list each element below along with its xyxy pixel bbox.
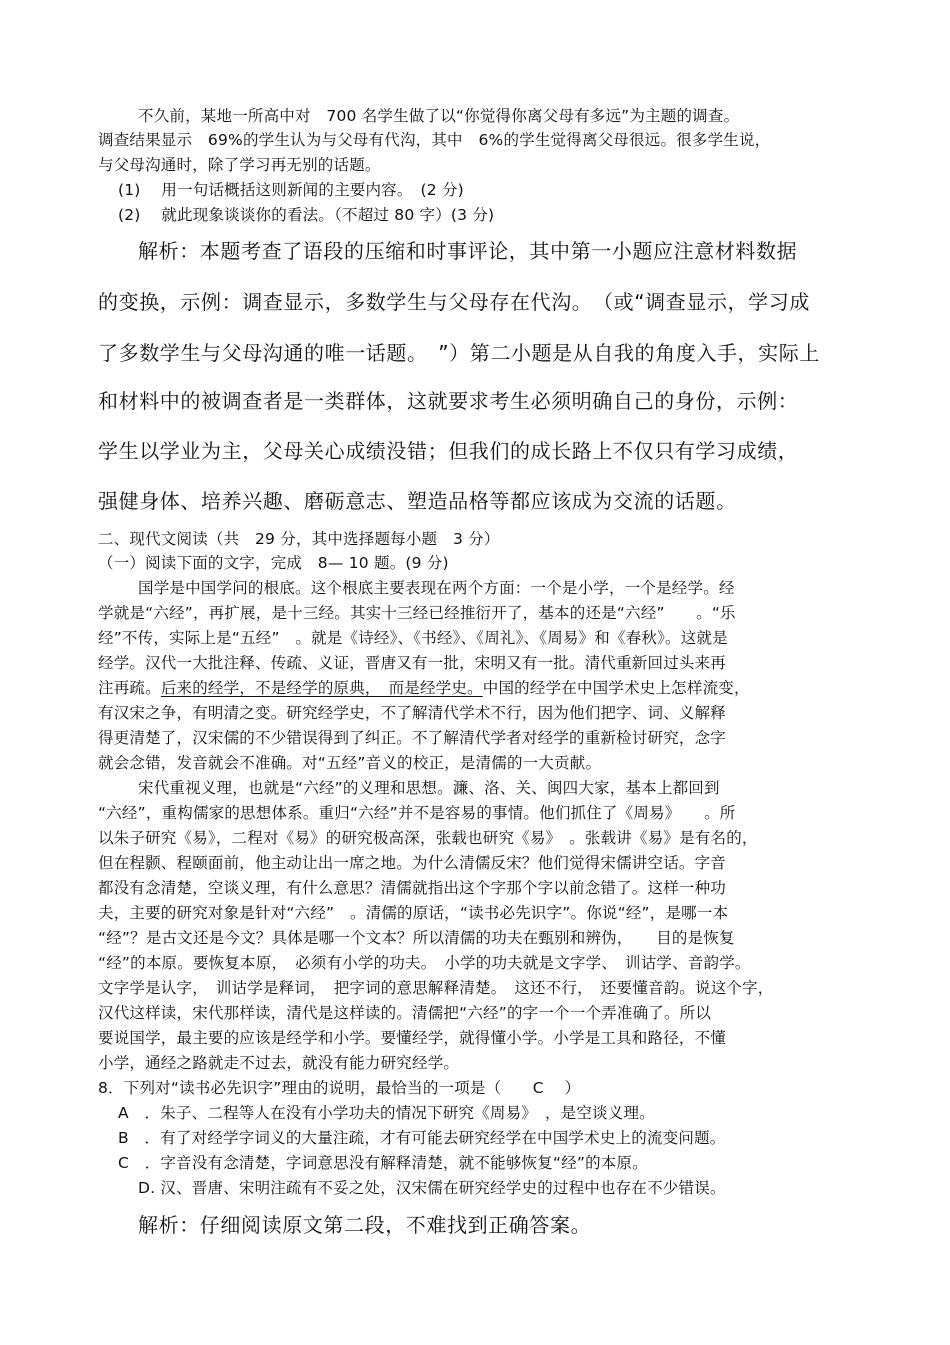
passage-p1-line-5-start: 注再疏。 (98, 679, 161, 697)
section2-subheading: （一）阅读下面的文字，完成 8— 10 题。(9 分) (98, 554, 449, 572)
passage-p1-line-7: 得更清楚了，汉宋儒的不少错误得到了纠正。不了解清代学者对经学的重新检讨研究，念字 (98, 729, 727, 747)
passage-p2-line-1: 宋代重视义理，也就是“六经”的义理和思想。濂、洛、关、闽四大家，基本上都回到 (138, 779, 720, 797)
analysis1-line-2: 的变换，示例：调查显示，多数学生与父母存在代沟。 （或“调查显示，学习成 (98, 290, 810, 314)
analysis1-line-5: 学生以学业为主，父母关心成绩没错；但我们的成长路上不仅只有学习成绩， (98, 439, 799, 463)
passage-p1-line-2: 学就是“六经”，再扩展，是十三经。其实十三经已经推衍开了，基本的还是“六经” 。“乐 (98, 604, 736, 622)
question8-option-c: C ．字音没有念清楚，字词意思没有解释清楚，就不能够恢复“经”的本原。 (118, 1154, 648, 1172)
intro-subquestion-2: (2) 就此现象谈谈你的看法。（不超过 80 字）(3 分) (118, 206, 495, 224)
intro-subquestion-1: (1) 用一句话概括这则新闻的主要内容。 (2 分) (118, 181, 464, 199)
question8-option-d: D. 汉、晋唐、宋明注疏有不妥之处，汉宋儒在研究经学史的过程中也存在不少错误。 (138, 1179, 726, 1197)
question8-option-a: A ．朱子、二程等人在没有小学功夫的情况下研究《周易》 ，是空谈义理。 (118, 1104, 655, 1122)
passage-p1-line-6: 有汉宋之争，有明清之变。研究经学史，不了解清代学术不行，因为他们把字、词、义解释 (98, 704, 727, 722)
passage-p1-line-1: 国学是中国学问的根底。这个根底主要表现在两个方面：一个是小学，一个是经学。经 (138, 579, 735, 597)
passage-p1-line-5 (98, 676, 750, 700)
analysis1-line-3: 了多数学生与父母沟通的唯一话题。 ”）第二小题是从自我的角度入手，实际上 (98, 341, 820, 365)
passage-p2-line-4: 但在程颢、程颐面前，他主动让出一席之地。为什么清儒反宋？他们觉得宋儒讲空话。字音 (98, 854, 727, 872)
passage-p1-line-4: 经学。汉代一大批注释、传疏、义证，晋唐又有一批，宋明又有一批。清代重新回过头来再 (98, 654, 727, 672)
question8-option-b: B ．有了对经学字词义的大量注疏，才有可能去研究经学在中国学术史上的流变问题。 (118, 1129, 726, 1147)
passage-p2-line-3: 以朱子研究《易》，二程对《易》的研究极高深，张载也研究《易》 。张载讲《易》是有名的， (98, 829, 758, 847)
passage-p2-line-7: “经”？是古文还是今文？具体是哪一个文本？所以清儒的功夫在甄别和辨伪， 目的是恢复 (98, 929, 735, 947)
analysis1-line-1: 解析：本题考查了语段的压缩和时事评论，其中第一小题应注意材料数据 (138, 239, 798, 263)
passage-p2-line-9: 文字学是认字， 训诂学是释词， 把字词的意思解释清楚。 这还不行， 还要懂音韵。说这个字， (98, 979, 774, 997)
passage-p2-line-2: “六经”，重构儒家的思想体系。重归“六经”并不是容易的事情。他们抓住了《周易》 。所 (98, 804, 736, 822)
underlined-sentence: 后来的经学，不是经学的原典， 而是经学史。 (160, 679, 483, 697)
question8-stem: 8．下列对“读书必先识字”理由的说明，最恰当的一项是（ C ） (98, 1079, 581, 1097)
passage-p1-line-3: 经”不传，实际上是“五经” 。就是《诗经》、《书经》、《周礼》、《周易》和《春秋》。这就是 (98, 629, 728, 647)
question8-analysis: 解析：仔细阅读原文第二段，不难找到正确答案。 (138, 1213, 592, 1237)
analysis1-line-4: 和材料中的被调查者是一类群体，这就要求考生必须明确自己的身份，示例： (98, 389, 799, 413)
intro-line-2: 调查结果显示 69%的学生认为与父母有代沟，其中 6%的学生觉得离父母很远。很多学生说， (98, 131, 771, 149)
intro-line-3: 与父母沟通时，除了学习再无别的话题。 (98, 156, 381, 174)
passage-p2-line-5: 都没有念清楚，空谈义理，有什么意思？清儒就指出这个字那个字以前念错了。这样一种功 (98, 879, 727, 897)
passage-p1-line-8: 就会念错，发音就会不准确。对“五经”音义的校正，是清儒的一大贡献。 (98, 754, 602, 772)
passage-p2-line-10: 汉代这样读，宋代那样读，清代是这样读的。清儒把“六经”的字一个一个弄准确了。所以 (98, 1004, 712, 1022)
passage-p2-line-12: 小学，通经之路就走不过去，就没有能力研究经学。 (98, 1054, 460, 1072)
passage-p2-line-11: 要说国学，最主要的应该是经学和小学。要懂经学，就得懂小学。小学是工具和路径，不懂 (98, 1029, 727, 1047)
passage-p2-line-6: 夫，主要的研究对象是针对“六经” 。清儒的原话，“读书必先识字”。你说“经”，是哪一本 (98, 904, 729, 922)
analysis1-line-6: 强健身体、培养兴趣、磨砺意志、塑造品格等都应该成为交流的话题。 (98, 489, 737, 513)
section2-heading: 二、现代文阅读（共 29 分，其中选择题每小题 3 分） (98, 530, 500, 548)
passage-p1-line-5-end: 中国的经学在中国学术史上怎样流变， (482, 679, 750, 697)
intro-line-1: 不久前，某地一所高中对 700 名学生做了以“你觉得你离父母有多远”为主题的调查。 (138, 107, 740, 125)
passage-p2-line-8: “经”的本原。要恢复本原， 必须有小学的功夫。 小学的功夫就是文字学、 训诂学、音韵学。 (98, 954, 751, 972)
